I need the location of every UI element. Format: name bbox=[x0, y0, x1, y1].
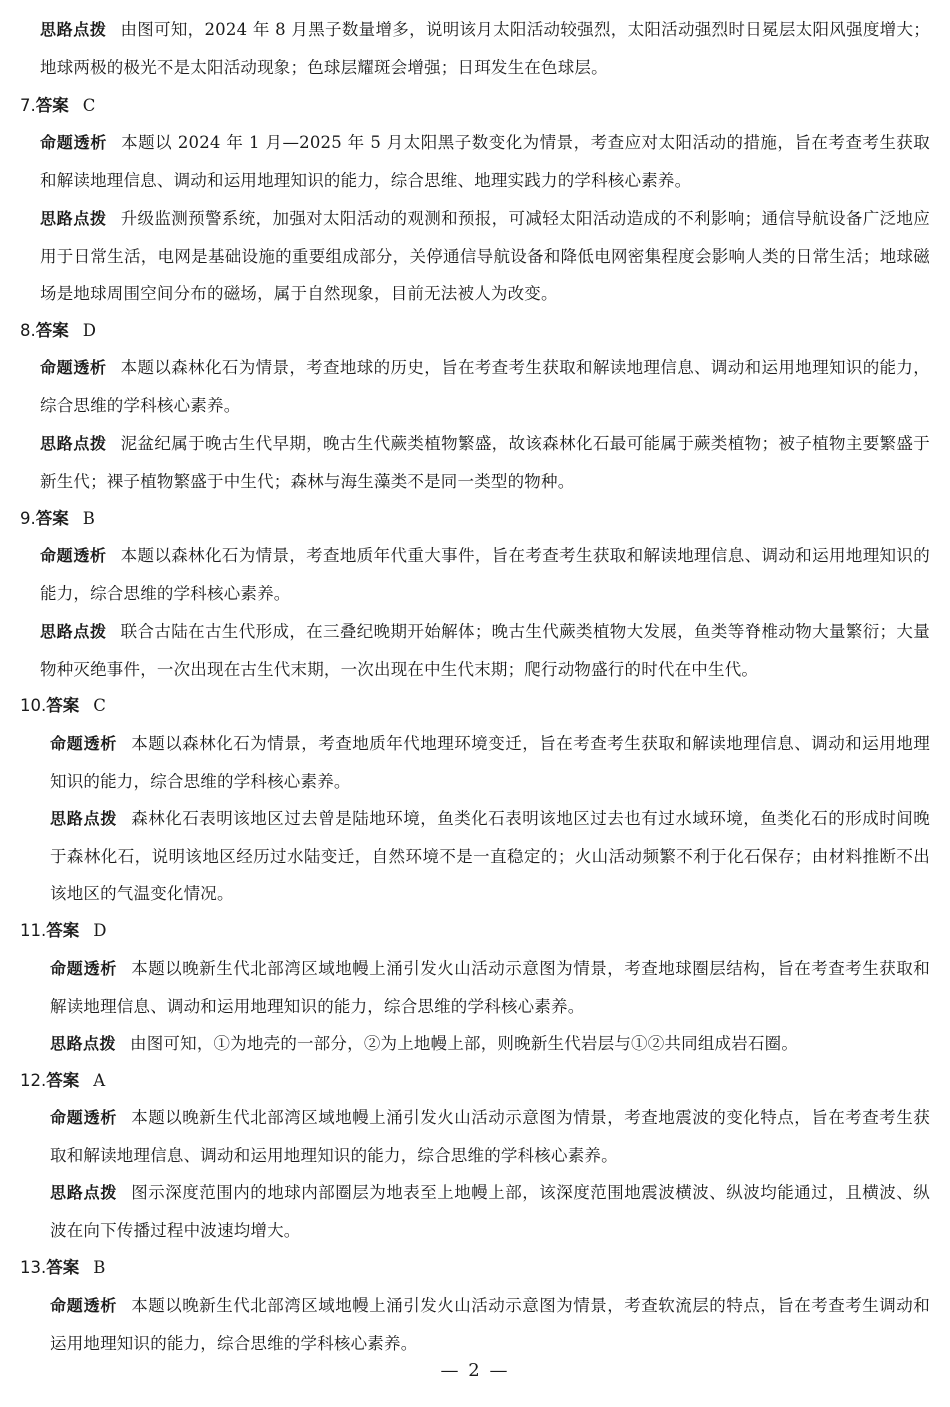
think-label: 思路点拨 bbox=[40, 209, 107, 228]
answer-label: 答案 bbox=[46, 696, 80, 715]
q7-answer: C bbox=[82, 96, 96, 115]
intent-label: 命题透析 bbox=[40, 133, 108, 152]
q13-answer: B bbox=[93, 1258, 106, 1277]
q6-think-paragraph bbox=[40, 11, 930, 86]
q11-think-text: 由图可知，①为地壳的一部分，②为上地幔上部，则晚新生代岩层与①②共同组成岩石圈。 bbox=[130, 1034, 799, 1053]
q9-answer-line bbox=[20, 504, 95, 534]
q9-intent-paragraph bbox=[40, 537, 930, 612]
q7-intent-text: 本题以 2024 年 1 月—2025 年 5 月太阳黑子数变化为情景，考查应对太阳活动的措施，旨在考查考生获取和解读地理信息、调动和运用地理知识的能力，综合思维、地理实践力的学科核心素养。 bbox=[40, 133, 930, 190]
think-label: 思路点拨 bbox=[50, 1183, 118, 1202]
q10-think-paragraph bbox=[50, 800, 930, 913]
q8-number: 8. bbox=[20, 321, 36, 340]
page-number: — 2 — bbox=[440, 1360, 510, 1381]
intent-label: 命题透析 bbox=[50, 959, 118, 978]
q10-intent-paragraph bbox=[50, 725, 930, 800]
think-label: 思路点拨 bbox=[50, 809, 118, 828]
intent-label: 命题透析 bbox=[40, 546, 107, 565]
q13-answer-line bbox=[20, 1253, 105, 1283]
q13-intent-paragraph bbox=[50, 1287, 930, 1362]
q11-answer: D bbox=[93, 921, 107, 940]
q12-intent-paragraph bbox=[50, 1099, 930, 1174]
q8-think-text: 泥盆纪属于晚古生代早期，晚古生代蕨类植物繁盛，故该森林化石最可能属于蕨类植物；被子植物主要繁盛于新生代；裸子植物繁盛于中生代；森林与海生藻类不是同一类型的物种。 bbox=[40, 434, 930, 491]
q12-think-paragraph bbox=[50, 1174, 930, 1249]
think-label: 思路点拨 bbox=[40, 622, 107, 641]
intent-label: 命题透析 bbox=[50, 1296, 118, 1315]
answer-label: 答案 bbox=[46, 921, 80, 940]
q8-intent-paragraph bbox=[40, 349, 930, 424]
q12-number: 12. bbox=[20, 1071, 47, 1090]
q10-think-text: 森林化石表明该地区过去曾是陆地环境，鱼类化石表明该地区过去也有过水域环境，鱼类化石的形成时间晚于森林化石，说明该地区经历过水陆变迁，自然环境不是一直稳定的；火山活动频繁不利于化石保存；由材料推断不出该地区的气温变化情况。 bbox=[50, 809, 930, 903]
answer-label: 答案 bbox=[35, 96, 69, 115]
q13-intent-text: 本题以晚新生代北部湾区域地幔上涌引发火山活动示意图为情景，考查软流层的特点，旨在考查考生调动和运用地理知识的能力，综合思维的学科核心素养。 bbox=[50, 1296, 930, 1353]
q7-number: 7. bbox=[20, 96, 36, 115]
q8-think-paragraph bbox=[40, 425, 930, 500]
q10-answer-line bbox=[20, 691, 106, 721]
q7-answer-line bbox=[20, 91, 95, 121]
q9-number: 9. bbox=[20, 509, 36, 528]
q11-answer-line bbox=[20, 916, 106, 946]
intent-label: 命题透析 bbox=[40, 358, 107, 377]
answer-label: 答案 bbox=[35, 321, 69, 340]
q12-answer-line bbox=[20, 1066, 105, 1096]
q9-answer: B bbox=[82, 509, 95, 528]
answer-label: 答案 bbox=[46, 1071, 80, 1090]
q8-intent-text: 本题以森林化石为情景，考查地球的历史，旨在考查考生获取和解读地理信息、调动和运用地理知识的能力，综合思维的学科核心素养。 bbox=[40, 358, 930, 415]
q11-intent-text: 本题以晚新生代北部湾区域地幔上涌引发火山活动示意图为情景，考查地球圈层结构，旨在考查考生获取和解读地理信息、调动和运用地理知识的能力，综合思维的学科核心素养。 bbox=[50, 959, 930, 1016]
q6-think-text: 由图可知，2024 年 8 月黑子数量增多，说明该月太阳活动较强烈，太阳活动强烈时日冕层太阳风强度增大；地球两极的极光不是太阳活动现象；色球层耀斑会增强；日珥发生在色球层。 bbox=[40, 20, 930, 77]
think-label: 思路点拨 bbox=[50, 1034, 117, 1053]
q12-answer: A bbox=[93, 1071, 106, 1090]
q8-answer: D bbox=[82, 321, 96, 340]
q11-intent-paragraph bbox=[50, 950, 930, 1025]
q13-number: 13. bbox=[20, 1258, 47, 1277]
q10-intent-text: 本题以森林化石为情景，考查地质年代地理环境变迁，旨在考查考生获取和解读地理信息、调动和运用地理知识的能力，综合思维的学科核心素养。 bbox=[50, 734, 930, 791]
q11-think-paragraph bbox=[50, 1025, 930, 1063]
intent-label: 命题透析 bbox=[50, 1108, 118, 1127]
q10-number: 10. bbox=[20, 696, 47, 715]
answer-label: 答案 bbox=[35, 509, 69, 528]
q12-intent-text: 本题以晚新生代北部湾区域地幔上涌引发火山活动示意图为情景，考查地震波的变化特点，旨在考查考生获取和解读地理信息、调动和运用地理知识的能力，综合思维的学科核心素养。 bbox=[50, 1108, 930, 1165]
think-label: 思路点拨 bbox=[40, 20, 107, 39]
answer-label: 答案 bbox=[46, 1258, 80, 1277]
think-label: 思路点拨 bbox=[40, 434, 107, 453]
q9-think-paragraph bbox=[40, 613, 930, 688]
intent-label: 命题透析 bbox=[50, 734, 118, 753]
q7-think-text: 升级监测预警系统，加强对太阳活动的观测和预报，可减轻太阳活动造成的不利影响；通信导航设备广泛地应用于日常生活，电网是基础设施的重要组成部分，关停通信导航设备和降低电网密集程度会影响人类的日常生活；地球磁场是地球周围空间分布的磁场，属于自然现象，目前无法被人为改变。 bbox=[40, 209, 930, 303]
q12-think-text: 图示深度范围内的地球内部圈层为地表至上地幔上部，该深度范围地震波横波、纵波均能通过，且横波、纵波在向下传播过程中波速均增大。 bbox=[50, 1183, 930, 1240]
q8-answer-line bbox=[20, 316, 96, 346]
q7-intent-paragraph bbox=[40, 124, 930, 199]
q11-number: 11. bbox=[20, 921, 47, 940]
q10-answer: C bbox=[93, 696, 106, 715]
q7-think-paragraph bbox=[40, 200, 930, 313]
q9-think-text: 联合古陆在古生代形成，在三叠纪晚期开始解体；晚古生代蕨类植物大发展，鱼类等脊椎动物大量繁衍；大量物种灭绝事件，一次出现在古生代末期，一次出现在中生代末期；爬行动物盛行的时代在中生代。 bbox=[40, 622, 930, 679]
q9-intent-text: 本题以森林化石为情景，考查地质年代重大事件，旨在考查考生获取和解读地理信息、调动和运用地理知识的能力，综合思维的学科核心素养。 bbox=[40, 546, 930, 603]
